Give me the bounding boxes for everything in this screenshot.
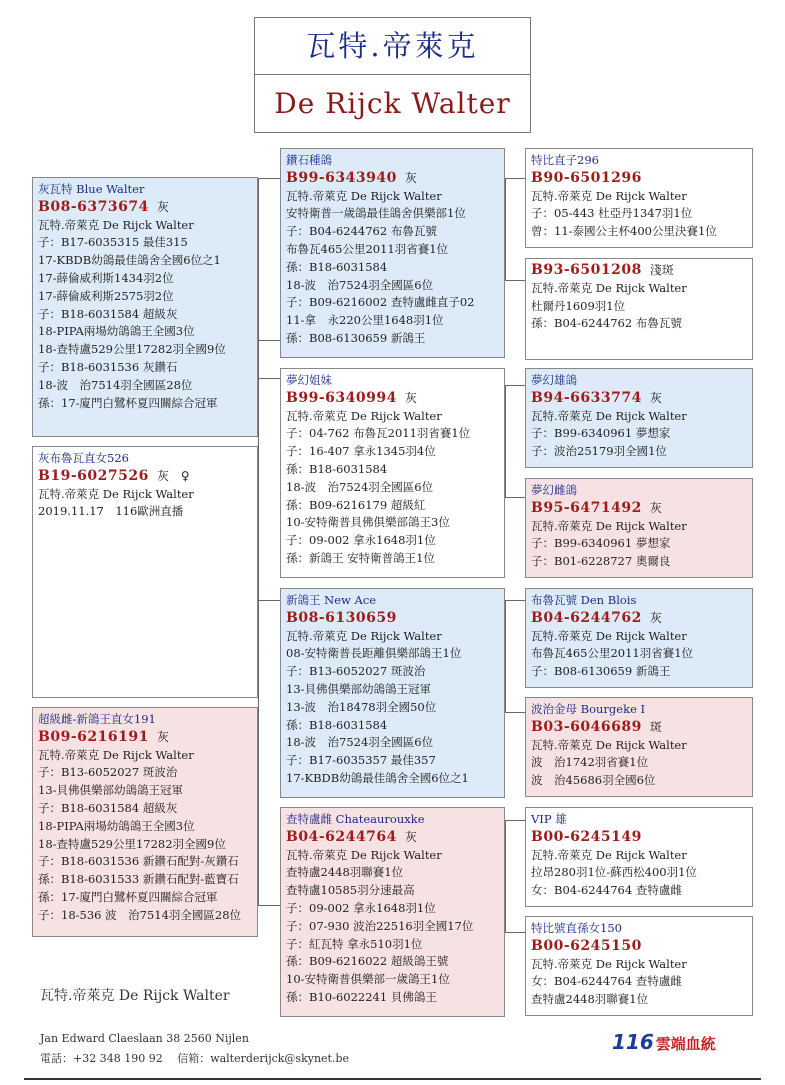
ring-number: B99-6343940 灰: [286, 169, 417, 186]
pigeon-name: VIP 雄: [531, 812, 567, 826]
pedigree-line: 瓦特.帝萊克 De Rijck Walter: [286, 847, 442, 862]
header-name-english: De Rijck Walter: [274, 87, 511, 120]
pedigree-line: 孫：新鴿王 安特衛普鴿王1位: [286, 550, 435, 565]
pedigree-line: 18-波 治7524羽全國區6位: [286, 479, 434, 494]
pedigree-line: 瓦特.帝萊克 De Rijck Walter: [531, 280, 687, 295]
pedigree-line: 女：B04-6244764 查特盧雌: [531, 974, 682, 989]
brand-logo: [612, 1030, 716, 1054]
pigeon-name: 超級雌-新鴿王直女191: [38, 712, 156, 726]
pedigree-line: 18-波 治7524羽全國區6位: [286, 277, 434, 292]
pedigree-line: 17-薛倫威利斯2575羽2位: [38, 288, 174, 303]
connector-line: [258, 178, 280, 179]
great-grandparent-card: [525, 588, 753, 688]
connector-line: [505, 820, 506, 932]
sire-card: [32, 177, 258, 437]
ring-number: B19-6027526 灰 ♀: [38, 467, 190, 484]
breeder-address: Jan Edward Claeslaan 38 2560 Nijlen: [40, 1032, 249, 1045]
dam-card: [32, 707, 258, 937]
color-label: 灰: [404, 390, 417, 405]
pedigree-line: 17-KBDB幼鴿最佳鴿舍全國6位之1: [286, 770, 469, 785]
color-label: 斑: [649, 719, 662, 734]
pedigree-line: 17-薛倫威利斯1434羽2位: [38, 270, 174, 285]
pigeon-name: 灰布魯瓦直女526: [38, 451, 129, 465]
great-grandparent-card: [525, 478, 753, 578]
pedigree-line: 瓦特.帝萊克 De Rijck Walter: [531, 737, 687, 752]
pedigree-line: 曾：11-泰國公主杯400公里決賽1位: [531, 224, 717, 239]
pedigree-line: 子：B18-6031584 超級灰: [38, 306, 178, 321]
pedigree-line: 瓦特.帝萊克 De Rijck Walter: [38, 747, 194, 762]
connector-line: [505, 820, 525, 821]
ring-number: B03-6046689 斑: [531, 718, 662, 735]
pedigree-line: 布魯瓦465公里2011羽省賽1位: [531, 646, 694, 661]
pedigree-line: 瓦特.帝萊克 De Rijck Walter: [531, 628, 687, 643]
pedigree-line: 子：B09-6216002 查特盧雌直子02: [286, 295, 475, 310]
pedigree-line: 女：B04-6244764 查特盧雌: [531, 883, 682, 898]
pedigree-line: 孫：B18-6031533 新鑽石配對-藍寶石: [38, 872, 239, 887]
logo-number: 116: [612, 1030, 654, 1054]
connector-line: [505, 600, 525, 601]
grandsire-maternal-card: [280, 588, 505, 798]
pedigree-line: 子：B18-6031536 灰鑽石: [38, 359, 178, 374]
pedigree-line: 子：B13-6052027 斑波治: [286, 664, 426, 679]
color-label: 灰: [404, 170, 417, 185]
ring-number: B94-6633774 灰: [531, 389, 662, 406]
pedigree-line: 瓦特.帝萊克 De Rijck Walter: [531, 188, 687, 203]
pedigree-line: 孫：17-廈門白鷺杯夏四關綜合冠軍: [38, 889, 218, 904]
pedigree-line: 子：07-930 波治22516羽全國17位: [286, 918, 474, 933]
connector-line: [258, 378, 280, 379]
pedigree-line: 子：16-407 拿永1345羽4位: [286, 444, 436, 459]
color-label: 淺斑: [649, 263, 674, 277]
pedigree-line: 查特盧2448羽聯賽1位: [286, 865, 404, 880]
connector-line: [505, 178, 506, 280]
pedigree-line: 瓦特.帝萊克 De Rijck Walter: [286, 408, 442, 423]
pedigree-line: 子：B17-6035357 最佳357: [286, 753, 436, 768]
pedigree-line: 18-PIPA兩場幼鴿鴿王全國3位: [38, 324, 195, 339]
granddam-maternal-card: [280, 807, 505, 1017]
color-label: 灰: [156, 199, 169, 214]
connector-line: [505, 497, 525, 498]
pedigree-line: 13-波 治18478羽全國50位: [286, 699, 437, 714]
pedigree-line: 13-貝佛俱樂部幼鴿鴿王冠軍: [286, 681, 432, 696]
breeder-contact: 電話：+32 348 190 92 信箱：walterderijck@skynet.be: [40, 1052, 350, 1065]
great-grandparent-card: [525, 697, 753, 797]
pedigree-line: 08-安特衛普長距離俱樂部鴿王1位: [286, 646, 462, 661]
ring-number: B90-6501296: [531, 169, 642, 186]
pedigree-line: 子：B99-6340961 夢想家: [531, 426, 671, 441]
grandsire-paternal-card: [280, 148, 505, 358]
pedigree-line: 18-波 治7514羽全國區28位: [38, 377, 193, 392]
pedigree-line: 布魯瓦465公里2011羽省賽1位: [286, 241, 449, 256]
ring-number: B95-6471492 灰: [531, 499, 662, 516]
ring-number: B09-6216191 灰: [38, 728, 169, 745]
pedigree-line: 子：波治25179羽全國1位: [531, 444, 667, 459]
header-title-box: [254, 17, 531, 133]
pedigree-line: 子：B01-6228727 奧爾良: [531, 554, 671, 569]
pedigree-line: 波 治1742羽省賽1位: [531, 755, 649, 770]
great-grandparent-card: [525, 916, 753, 1016]
pedigree-line: 18-查特盧529公里17282羽全國9位: [38, 342, 226, 357]
pigeon-name: 查特盧雌 Chateaurouxke: [286, 812, 425, 826]
pedigree-line: 子：紅瓦特 拿永510羽1位: [286, 936, 423, 951]
connector-line: [258, 178, 259, 905]
pedigree-line: 18-查特盧529公里17282羽全國9位: [38, 836, 226, 851]
pedigree-line: 孫：B10-6022241 貝佛鴿王: [286, 989, 437, 1004]
pedigree-line: 波 治45686羽全國6位: [531, 773, 656, 788]
pedigree-line: 子：B18-6031584 超級灰: [38, 800, 178, 815]
pedigree-line: 18-波 治7524羽全國區6位: [286, 735, 434, 750]
pedigree-line: 子：B13-6052027 斑波治: [38, 765, 178, 780]
pedigree-line: 孫：B18-6031584: [286, 461, 388, 476]
ring-number: B00-6245150: [531, 937, 642, 954]
connector-line: [505, 385, 506, 497]
pedigree-line: 子：09-002 拿永1648羽1位: [286, 533, 436, 548]
great-grandparent-card: [525, 807, 753, 907]
pedigree-line: 10-安特衛普貝佛俱樂部鴿王3位: [286, 515, 450, 530]
pedigree-line: 子：B08-6130659 新鴿王: [531, 664, 671, 679]
color-label: 灰: [649, 390, 662, 405]
pedigree-line: 瓦特.帝萊克 De Rijck Walter: [38, 486, 194, 501]
footer-divider: [24, 1078, 761, 1080]
color-label: 灰 ♀: [156, 468, 190, 483]
color-label: 灰: [649, 500, 662, 515]
great-grandparent-card: [525, 258, 753, 360]
pedigree-line: 孫：B08-6130659 新鴿王: [286, 330, 426, 345]
pedigree-line: 11-拿 永220公里1648羽1位: [286, 313, 444, 328]
pedigree-line: 孫：B04-6244762 布魯瓦號: [531, 316, 682, 331]
color-label: 灰: [156, 729, 169, 744]
pedigree-line: 瓦特.帝萊克 De Rijck Walter: [531, 956, 687, 971]
pigeon-name: 夢幻雌鴿: [531, 483, 577, 497]
pedigree-line: 子：18-536 波 治7514羽全國區28位: [38, 907, 242, 922]
pedigree-line: 子：B99-6340961 夢想家: [531, 536, 671, 551]
pedigree-line: 瓦特.帝萊克 De Rijck Walter: [286, 188, 442, 203]
pedigree-line: 瓦特.帝萊克 De Rijck Walter: [286, 628, 442, 643]
pedigree-line: 孫：17-廈門白鷺杯夏四關綜合冠軍: [38, 395, 218, 410]
connector-line: [505, 600, 506, 712]
pedigree-line: 18-PIPA兩場幼鴿鴿王全國3位: [38, 818, 195, 833]
pigeon-name: 新鴿王 New Ace: [286, 593, 377, 607]
pedigree-line: 子：B17-6035315 最佳315: [38, 235, 188, 250]
connector-line: [505, 712, 525, 713]
ring-number: B93-6501208 淺斑: [531, 262, 674, 278]
pedigree-line: 瓦特.帝萊克 De Rijck Walter: [531, 408, 687, 423]
color-label: 灰: [404, 829, 417, 844]
pedigree-line: 拉昂280羽1位-蘇西松400羽1位: [531, 865, 697, 880]
connector-line: [505, 178, 525, 179]
pigeon-name: 灰瓦特 Blue Walter: [38, 182, 145, 196]
pedigree-line: 子：B18-6031536 新鑽石配對-灰鑽石: [38, 854, 239, 869]
pigeon-name: 夢幻姐妹: [286, 373, 332, 387]
pigeon-name: 特比直子296: [531, 153, 599, 167]
pedigree-line: 杜爾丹1609羽1位: [531, 298, 626, 313]
pigeon-name: 布魯瓦號 Den Blois: [531, 593, 637, 607]
pedigree-line: 子：B04-6244762 布魯瓦號: [286, 224, 437, 239]
pedigree-line: 瓦特.帝萊克 De Rijck Walter: [531, 518, 687, 533]
ring-number: B04-6244764 灰: [286, 828, 417, 845]
great-grandparent-card: [525, 148, 753, 248]
pigeon-name: 波治金母 Bourgeke I: [531, 702, 646, 716]
pedigree-line: 查特盧2448羽聯賽1位: [531, 992, 649, 1007]
pedigree-line: 子：05-443 杜亞丹1347羽1位: [531, 206, 693, 221]
pedigree-line: 瓦特.帝萊克 De Rijck Walter: [531, 847, 687, 862]
pedigree-line: 孫：B18-6031584: [286, 259, 388, 274]
pedigree-line: 查特盧10585羽分速最高: [286, 883, 415, 898]
granddam-paternal-card: [280, 368, 505, 578]
header-name-chinese: 瓦特.帝萊克: [255, 18, 530, 75]
great-grandparent-card: [525, 368, 753, 468]
pedigree-line: 孫：B09-6216022 超級鴿王號: [286, 954, 449, 969]
pigeon-name: 鑽石種鴿: [286, 153, 332, 167]
pedigree-line: 子：09-002 拿永1648羽1位: [286, 900, 436, 915]
ring-number: B99-6340994 灰: [286, 389, 417, 406]
pedigree-line: 17-KBDB幼鴿最佳鴿舍全國6位之1: [38, 253, 221, 268]
ring-number: B04-6244762 灰: [531, 609, 662, 626]
connector-line: [258, 340, 280, 341]
connector-line: [505, 932, 525, 933]
pedigree-line: 2019.11.17 116歐洲直播: [38, 504, 184, 519]
color-label: 灰: [649, 610, 662, 625]
connector-line: [505, 280, 525, 281]
ring-number: B00-6245149: [531, 828, 642, 845]
connector-line: [258, 905, 280, 906]
pedigree-line: 孫：B09-6216179 超級紅: [286, 497, 426, 512]
pigeon-name: 特比號直孫女150: [531, 921, 622, 935]
connector-line: [258, 600, 280, 601]
pedigree-line: 孫：B18-6031584: [286, 717, 388, 732]
logo-text: 雲端血統: [655, 1035, 716, 1053]
pedigree-line: 10-安特衛普俱樂部一歲鴿王1位: [286, 972, 450, 987]
ring-number: B08-6373674 灰: [38, 198, 169, 215]
pedigree-line: 13-貝佛俱樂部幼鴿鴿王冠軍: [38, 783, 184, 798]
pedigree-line: 子：04-762 布魯瓦2011羽省賽1位: [286, 426, 471, 441]
pedigree-line: 安特衛普一歲鴿最佳鴿舍俱樂部1位: [286, 206, 466, 221]
ring-number: B08-6130659: [286, 609, 397, 626]
connector-line: [505, 385, 525, 386]
subject-card: [32, 446, 258, 698]
breeder-name: 瓦特.帝萊克 De Rijck Walter: [40, 988, 230, 1004]
pedigree-line: 瓦特.帝萊克 De Rijck Walter: [38, 217, 194, 232]
pigeon-name: 夢幻雄鴿: [531, 373, 577, 387]
